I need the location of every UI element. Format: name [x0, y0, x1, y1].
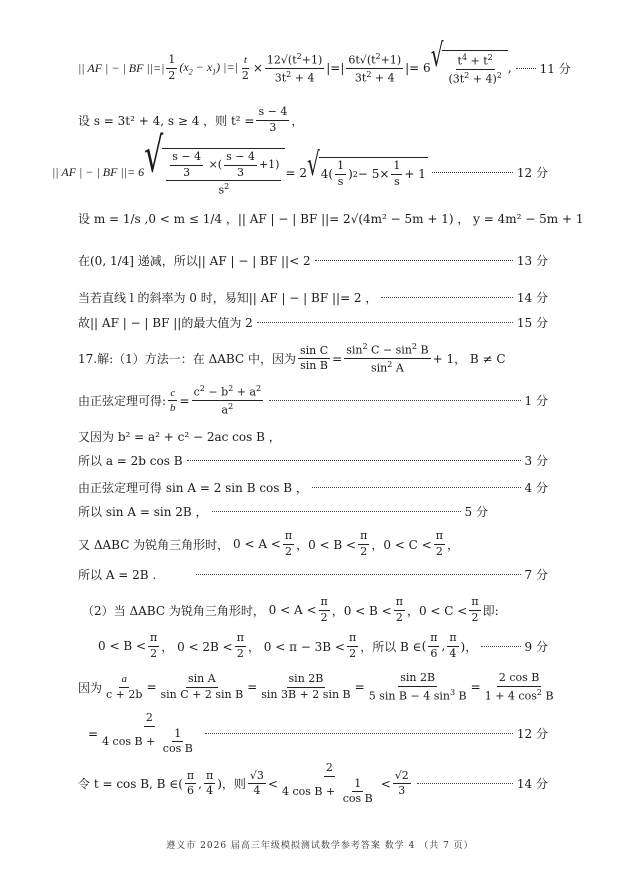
leader-dots	[481, 646, 520, 647]
text: ， B ≠ C	[454, 352, 506, 367]
text: 所以 A = 2B .	[78, 568, 157, 582]
leader-dots	[516, 68, 536, 69]
text: 设 s = 3t² + 4, s ≥ 4 ，则 t² =	[78, 113, 255, 128]
eq-line-18: 因为 $\frac{a}{c + 2b}$ = $\frac{\text{sin A}}{\text{sin C + 2 sin B}}$ = $\frac{\sin 2B}{\text{sin 3B + 2 sin B}}$ = $\frac{\sin 2B}{5 \sin B - 4 \sin^3 B}$ = $\frac{\text{2 cos B}}{1 + 4 \cos^2 B}$	[78, 671, 554, 703]
text: 当若直线 l 的斜率为 0 时，易知|| AF | − | BF ||= 2 ，	[78, 291, 378, 305]
leader-dots	[212, 511, 461, 512]
score-label: 12 分	[516, 166, 548, 181]
text: 即:	[482, 603, 499, 618]
score-label: 13 分	[516, 254, 548, 268]
eq-line-11	[78, 452, 548, 469]
text: 因为	[78, 680, 103, 695]
eq-line-3: || AF | − | BF ||= 6 √ $\frac{s - 4}{3}$ ×( $\frac{s - 4}{3}$ +1) $s^2$ = 2 √ 4( $\frac{1}{s}$ ) 2 − 5× $\frac{1}{s}$ + 1 12 分	[52, 128, 548, 197]
score-label: 12 分	[516, 727, 548, 742]
text: （2）当 ΔABC 为锐角三角形时，	[82, 603, 265, 618]
eq-line-20: 令 t = cos B, B ∈ ( $\frac{\pi}{6}$ , $\frac{\pi}{4}$ ) ，则 $\frac{√3}{4}$ < 2 4 cos B + $\frac{1}{\text{cos B}}$ < $\frac{√2}{3}$ 14 分	[78, 761, 548, 806]
leader-dots	[187, 460, 521, 461]
eq-line-13	[78, 503, 488, 520]
eq-line-9: 由正弦定理可得: $\frac{c}{b}$ = $\frac{c^2 - b^2 + a^2}{a^2}$ 1 分	[78, 384, 548, 417]
leader-dots	[196, 574, 520, 575]
eq-line-6	[78, 289, 548, 306]
score-label: 9 分	[524, 639, 548, 654]
eq-line-5	[78, 252, 548, 269]
eq-line-4	[78, 210, 583, 227]
eq-line-10	[78, 428, 281, 445]
q17-header: 17.解:（1）方法一：在 ΔABC 中，因为 $\frac{\text{sin C}}{\text{sin B}}$ = $\frac{\sin^2 C - \sin^2 B}{\sin^2 A}$ + 1 ， B ≠ C	[78, 342, 506, 375]
text: 设 m = 1/s ,0 < m ≤ 1/4 ，|| AF | − | BF ||= 2√(4m² − 5m + 1) ， y = 4m² − 5m + 1	[78, 212, 584, 226]
page-footer: 遵义市 2026 届高三年级模拟测试数学参考答案 数学 4 （共 7 页）	[166, 841, 474, 851]
eq-line-14: 又 ΔABC 为锐角三角形时， 0 < A < $\frac{\pi}{2}$ ，0 < B < $\frac{\pi}{2}$ ，0 < C < $\frac{\pi}{2}$ ，	[78, 529, 459, 558]
text: 17.解:（1）方法一：在 ΔABC 中，因为	[78, 352, 296, 367]
leader-dots	[417, 783, 513, 784]
score-label: 15 分	[516, 316, 548, 330]
leader-dots	[315, 260, 513, 261]
eq-line-12	[78, 479, 548, 496]
eq-line-19: = 2 4 cos B + $\frac{1}{\text{cos B}}$ 12 分	[88, 711, 548, 756]
text: 所以 a = 2b cos B	[78, 454, 183, 468]
text: 由正弦定理可得:	[78, 394, 167, 409]
eq-line-2: 设 s = 3t² + 4, s ≥ 4 ，则 t² = $\frac{s - 4}{3}$ ，	[78, 105, 304, 134]
leader-dots	[432, 172, 513, 173]
text: 令 t = cos B, B ∈	[78, 777, 179, 792]
eq-line-1: || AF | − | BF ||=| $\frac{1}{2}$ $(x_2 - x_1)$ |=| $\frac{t}{2}$ × $\frac{12√(t^2+1)}{3t^2 + 4}$ |=| $\frac{6t√(t^2+1)}{3t^2 + 4}$ |= 6 √ $\frac{t^4 + t^2}{(3t^2 + 4)^2}$ , 11 分	[78, 35, 571, 86]
text: ，则	[221, 777, 246, 792]
score-label: 14 分	[516, 291, 548, 305]
eq-line-16: （2）当 ΔABC 为锐角三角形时， 0 < A < $\frac{\pi}{2}$ ，0 < B < $\frac{\pi}{2}$ ，0 < C < $\frac{\pi}{2}$ 即:	[82, 595, 499, 624]
score-label: 5 分	[464, 505, 488, 519]
score-label: 1 分	[524, 394, 548, 409]
eq-line-7	[78, 314, 548, 331]
eq-line-17: 0 < B < $\frac{\pi}{2}$ ， 0 < 2B < $\frac{\pi}{2}$ ， 0 < π − 3B < $\frac{\pi}{2}$ ，所以 B ∈ ( $\frac{\pi}{6}$ , $\frac{\pi}{4}$ )， 9 分	[98, 631, 548, 660]
text: 又因为 b² = a² + c² − 2ac cos B ，	[78, 430, 281, 444]
text: 故|| AF | − | BF ||的最大值为 2	[78, 316, 253, 330]
leader-dots	[381, 297, 513, 298]
text: ，所以 B ∈	[360, 639, 422, 654]
score-label: 11 分	[539, 61, 571, 76]
leader-dots	[205, 733, 513, 734]
text: 又 ΔABC 为锐角三角形时，	[78, 537, 230, 552]
score-label: 3 分	[524, 454, 548, 468]
score-label: 7 分	[524, 568, 548, 582]
text: 由正弦定理可得 sin A = 2 sin B cos B ，	[78, 481, 308, 495]
leader-dots	[269, 400, 520, 401]
text: 在(0, 1/4] 递减，所以|| AF | − | BF ||< 2	[78, 254, 311, 268]
score-label: 14 分	[516, 777, 548, 792]
leader-dots	[257, 322, 513, 323]
score-label: 4 分	[524, 481, 548, 495]
leader-dots	[312, 487, 521, 488]
eq-line-15	[78, 566, 548, 583]
text: 所以 sin A = sin 2B ，	[78, 505, 208, 519]
